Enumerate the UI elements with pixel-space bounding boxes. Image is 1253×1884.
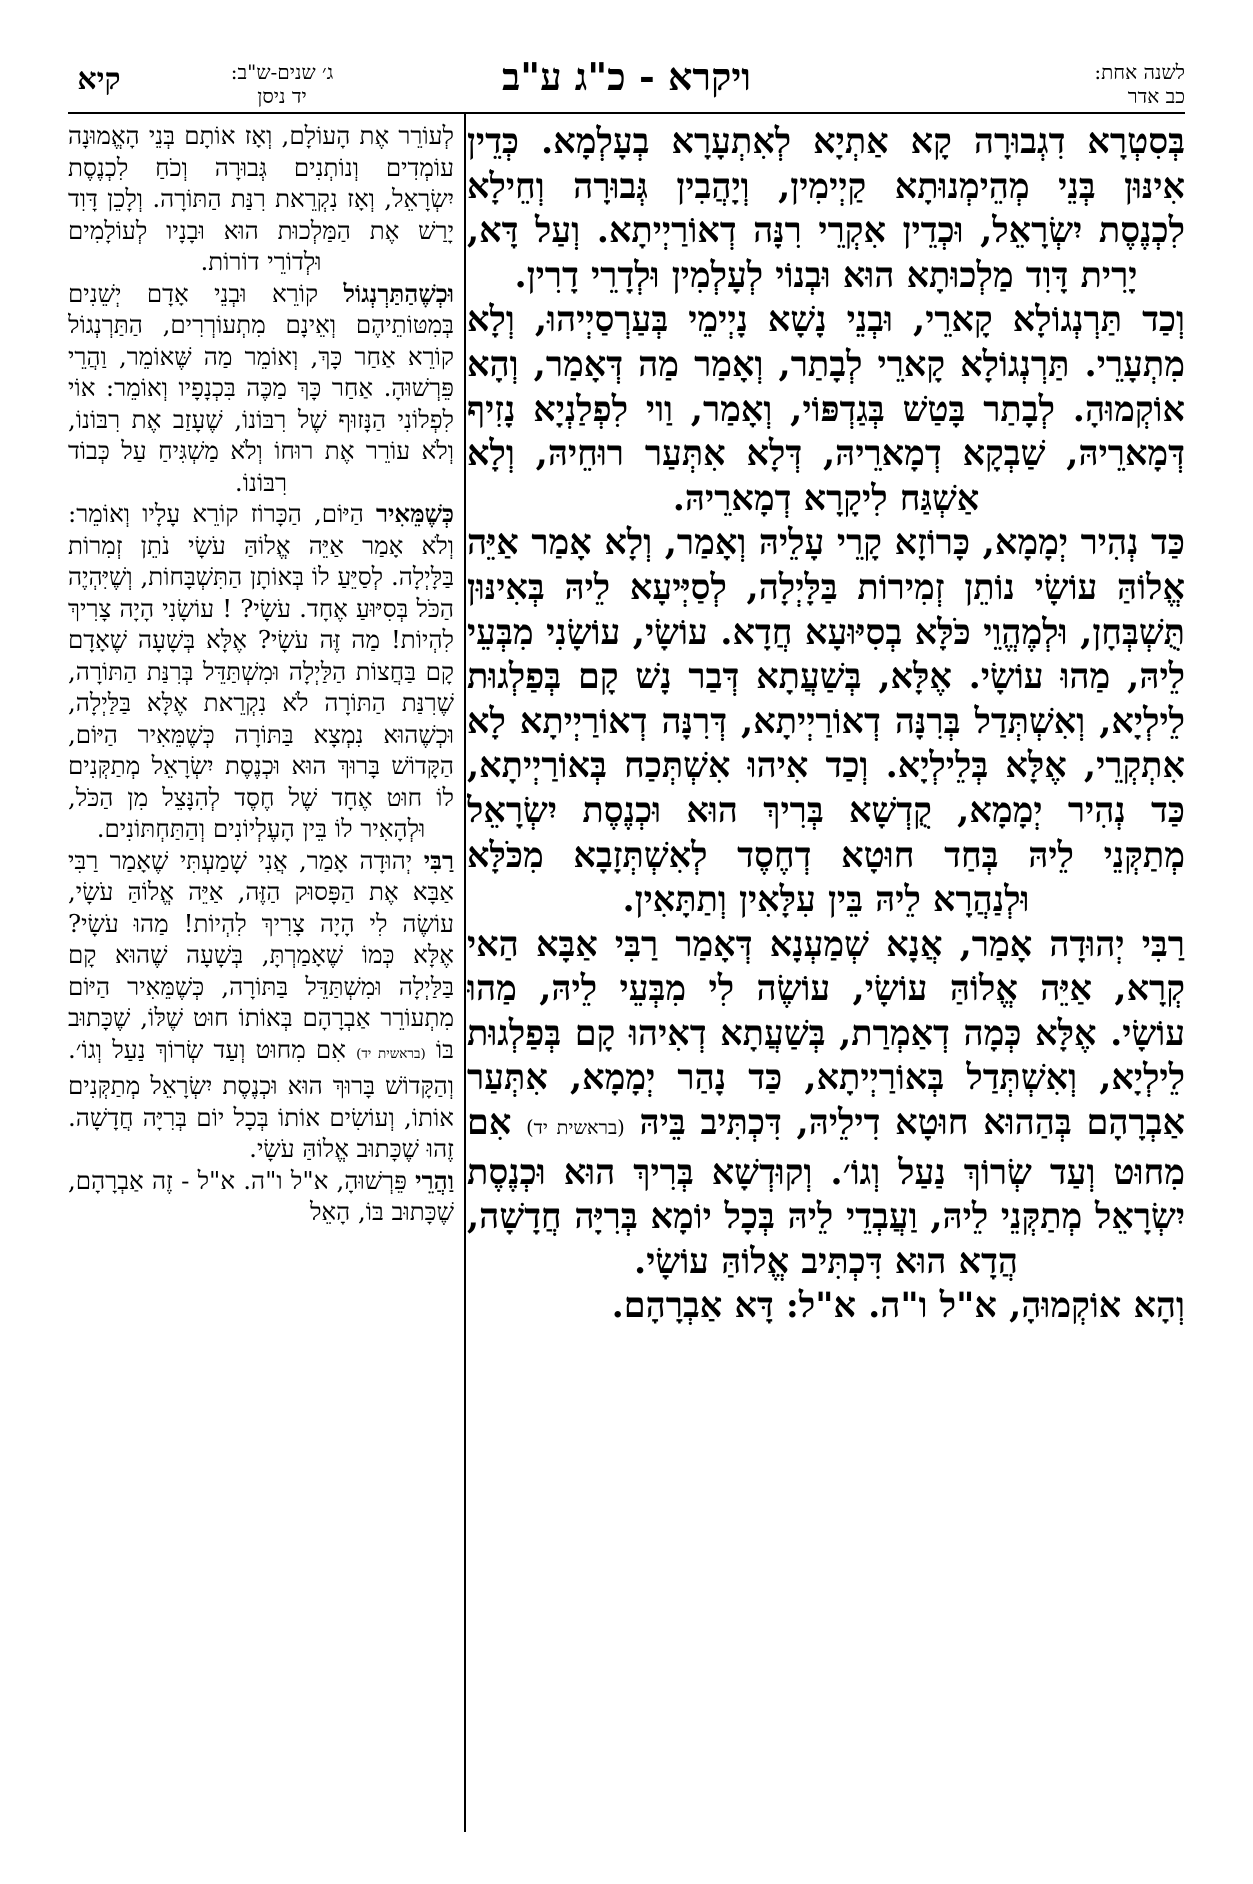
side-paragraph: כְּשֶׁמֵּאִיר הַיּוֹם, הַכָּרוֹז קוֹרֵא עָלָיו וְאוֹמֵר: וְלֹא אָמַר אַיֵּה אֱלוֹהַּ עֹשָׂי נֹתֵן זְמִרוֹת בַּלָּיְלָה. לְסַיֵּעַ לוֹ בְּאוֹתָן הַתִּשְׁבָּחוֹת, וְשֶׁיִּהְיֶה הַכֹּל בְּסִיּוּעַ אֶחָד. עֹשָׂי? ! עוֹשָׂנִי הָיָה צָרִיךְ לִהְיוֹת! מַה זֶּה עֹשָׂי? אֶלָּא בְּשָׁעָה שֶׁאָדָם קָם בַּחֲצוֹת הַלַּיְלָה וּמִשְׁתַּדֵּל בְּרִנַּת הַתּוֹרָה, שֶׁרִנַּת הַתּוֹרָה לֹא נִקְרֵאת אֶלָּא בַּלַּיְלָה, וּכְשֶׁהוּא נִמְצָא בַּתּוֹרָה כְּשֶׁמֵּאִיר הַיּוֹם, הַקָּדוֹשׁ בָּרוּךְ הוּא וּכְנֶסֶת יִשְׂרָאֵל מְתַקְּנִים לוֹ חוּט אֶחָד שֶׁל חֶסֶד לְהִנָּצֵל מִן הַכֹּל, וּלְהָאִיר לוֹ בֵּין הָעֶלְיוֹנִים וְהַתַּחְתּוֹנִים. <box>68 499 454 843</box>
verse-reference: (בראשית יד) <box>356 1045 426 1062</box>
hebrew-translation-column <box>68 120 454 1830</box>
schedule-date-three: יד ניסן <box>257 84 307 108</box>
aramaic-text-column <box>467 120 1185 1830</box>
study-schedule-three-year <box>182 60 382 108</box>
main-paragraph: כַּד נְהִיר יְמָמָא, כָּרוֹזָא קָרֵי עָלֵיהּ וְאָמַר, וְלָא אָמַר אַיֵּה אֱלוֹהַּ עוֹשָׂי נוֹתֵן זְמִירוֹת בַּלָּיְלָה, לְסַיְּיעָא לֵיהּ בְּאִינּוּן תֻּשְׁבְּחָן, וּלְמֶהֱוֵי כֹּלָּא בְסִיּוּעָא חֲדָא. עוֹשָׂי, עוֹשָׂנִי מִבְּעֵי לֵיהּ, מַהוּ עוֹשָׂי. אֶלָּא, בְּשַׁעֲתָא דְּבַר נָשׁ קָם בְּפַלְגוּת לֵילְיָא, וְאִשְׁתְּדַל בְּרִנָּה דְאוֹרַיְיתָא, דְּרִנָּה דְאוֹרַיְיתָא לָא אִתְקְרֵי, אֶלָּא בְּלֵילְיָא. וְכַד אִיהוּ אִשְׁתְּכַח בְּאוֹרַיְיתָא, כַּד נְהִיר יְמָמָא, קֻדְשָׁא בְּרִיךְ הוּא וּכְנֶסֶת יִשְׂרָאֵל מְתַקְּנֵי לֵיהּ בְּחַד חוּטָא דְחֶסֶד לְאִשְׁתְּזָבָא מִכֹּלָּא וּלְנַהֲרָא לֵיהּ בֵּין עִלָּאִין וְתַתָּאִין. <box>467 522 1185 921</box>
header-left <box>68 58 458 110</box>
main-paragraph: בְּסִטְרָא דִגְבוּרָה קָא אַתְיָא לְאִתְעָרָא בְעָלְמָא. כְּדֵין אִינּוּן בְּנֵי מְהֵימְנוּתָא קַיְימִין, וְיָהֲבִין גְּבוּרָה וְחֵילָא לִכְנֶסֶת יִשְׂרָאֵל, וּכְדֵין אִקְרֵי רִנָּה דְאוֹרַיְיתָא. וְעַל דָּא, יָרִית דָּוִד מַלְכוּתָא הוּא וּבְנוֹי לְעָלְמִין וּלְדָרֵי דָרִין. <box>467 121 1185 296</box>
side-paragraph: לְעוֹרֵר אֶת הָעוֹלָם, וְאָז אוֹתָם בְּנֵי הָאֱמוּנָה עוֹמְדִים וְנוֹתְנִים גְּבוּרָה וְכֹחַ לִכְנֶסֶת יִשְׂרָאֵל, וְאָז נִקְרֵאת רִנַּת הַתּוֹרָה. וְלָכֵן דָּוִד יָרַשׁ אֶת הַמַּלְכוּת הוּא וּבָנָיו לְעוֹלָמִים וּלְדוֹרֵי דוֹרוֹת. <box>68 121 454 276</box>
side-paragraph: וּכְשֶׁהַתַּרְנְגוֹל קוֹרֵא וּבְנֵי אָדָם יְשֵׁנִים בְּמִטּוֹתֵיהֶם וְאֵינָם מִתְעוֹרְרִים, הַתַּרְנְגוֹל קוֹרֵא אַחַר כָּךְ, וְאוֹמֵר מַה שֶּׁאוֹמֵר, וַהֲרֵי פֵּרְשׁוּהָ. אַחַר כָּךְ מַכֶּה בִּכְנָפָיו וְאוֹמֵר: אוֹי לִפְלוֹנִי הַנָּזוּף שֶׁל רִבּוֹנוֹ, שֶׁעָזַב אֶת רִבּוֹנוֹ, וְלֹא עוֹרֵר אֶת רוּחוֹ וְלֹא מַשְׁגִּיחַ עַל כְּבוֹד רִבּוֹנוֹ. <box>68 278 454 497</box>
side-paragraph: רַבִּי יְהוּדָה אָמַר, אֲנִי שָׁמַעְתִּי שֶׁאָמַר רַבִּי אַבָּא אֶת הַפָּסוּק הַזֶּה, אַיֵּה אֱלוֹהַּ עֹשָׂי, עוֹשֶׂה לִי הָיָה צָרִיךְ לִהְיוֹת! מַהוּ עֹשָׂי? אֶלָּא כְּמוֹ שֶׁאָמַרְתָּ, בְּשָׁעָה שֶׁהוּא קָם בַּלַּיְלָה וּמִשְׁתַּדֵּל בַּתּוֹרָה, כְּשֶׁמֵּאִיר הַיּוֹם מִתְעוֹרֵר אַבְרָהָם בְּאוֹתוֹ חוּט שֶׁלּוֹ, שֶׁכָּתוּב בּוֹ (בראשית יד) אִם מִחוּט וְעַד שְׂרוֹךְ נַעַל וְגוֹ׳. וְהַקָּדוֹשׁ בָּרוּךְ הוּא וּכְנֶסֶת יִשְׂרָאֵל מְתַקְּנִים אוֹתוֹ, וְעוֹשִׂים אוֹתוֹ בְּכָל יוֹם בְּרִיָּה חֲדָשָׁה. זֶהוּ שֶׁכָּתוּב אֱלוֹהַּ עֹשָׂי. <box>68 845 454 1163</box>
page-number: קיא <box>77 62 121 97</box>
side-paragraph: וַהֲרֵי פֵּרְשׁוּהָ, א"ל ו"ה. א"ל - זֶה אַבְרָהָם, שֶׁכָּתוּב בּוֹ, הָאֵל <box>68 1165 454 1226</box>
page-title: ויקרא - כ"ג ע"ב <box>501 54 752 99</box>
column-divider <box>464 112 466 1832</box>
main-paragraph: וְכַד תַּרְנְגוֹלָא קָארֵי, וּבְנֵי נָשָׁא נָיְימֵי בְּעַרְסַיְיהוּ, וְלָא מִתְעָרֵי. תַּרְנְגוֹלָא קָארֵי לְבָתַר, וְאָמַר מַה דְּאָמַר, וְהָא אוֹקְמוּהָ. לְבָתַר בָּטַשׁ בְּגַדְפּוֹי, וְאָמַר, וַוי לִפְלַנְיָא נָזִיף דְּמָארֵיהּ, שַׁבְקָא דְמָארֵיהּ, דְּלָא אִתְּעַר רוּחֵיהּ, וְלָא אַשְׁגַּח לִיקָרָא דְמָארֵיהּ. <box>467 299 1185 519</box>
schedule-label: לשנה אחת: <box>1094 60 1185 84</box>
schedule-label-three: ג׳ שנים-ש"ב: <box>230 60 334 84</box>
main-paragraph: רַבִּי יְהוּדָה אָמַר, אֲנָא שְׁמַעְנָא דְּאָמַר רַבִּי אַבָּא הַאי קְרָא, אַיֵּה אֱלוֹהַּ עוֹשָׂי, עוֹשֶׂה לִי מִבְּעֵי לֵיהּ, מַהוּ עוֹשָׂי. אֶלָּא כְּמָה דְאַמְרַת, בְּשַׁעֲתָא דְאִיהוּ קָם בְּפַלְגוּת לֵילְיָא, וְאִשְׁתְּדַל בְּאוֹרַיְיתָא, כַּד נָהַר יְמָמָא, אִתְּעַר אַבְרָהָם בְּהַהוּא חוּטָא דִילֵיהּ, דִּכְתִּיב בֵּיהּ (בראשית יד) אִם מִחוּט וְעַד שְׂרוֹךְ נַעַל וְגוֹ׳. וְקוּדְשָׁא בְּרִיךְ הוּא וּכְנֶסֶת יִשְׂרָאֵל מְתַקְּנֵי לֵיהּ, וַעֲבְדֵי לֵיהּ בְּכָל יוֹמָא בְּרִיָּה חֲדָשָׁה, הֲדָא הוּא דִּכְתִּיב אֱלוֹהַּ עוֹשָׂי. <box>467 923 1185 1282</box>
verse-reference: (בראשית יד) <box>526 1116 625 1140</box>
main-paragraph: וְהָא אוֹקְמוּהָ, א"ל ו"ה. א"ל: דָּא אַבְרָהָם. <box>611 1285 1185 1327</box>
schedule-date: כב אדר <box>1127 84 1185 108</box>
header-divider <box>68 112 1185 114</box>
